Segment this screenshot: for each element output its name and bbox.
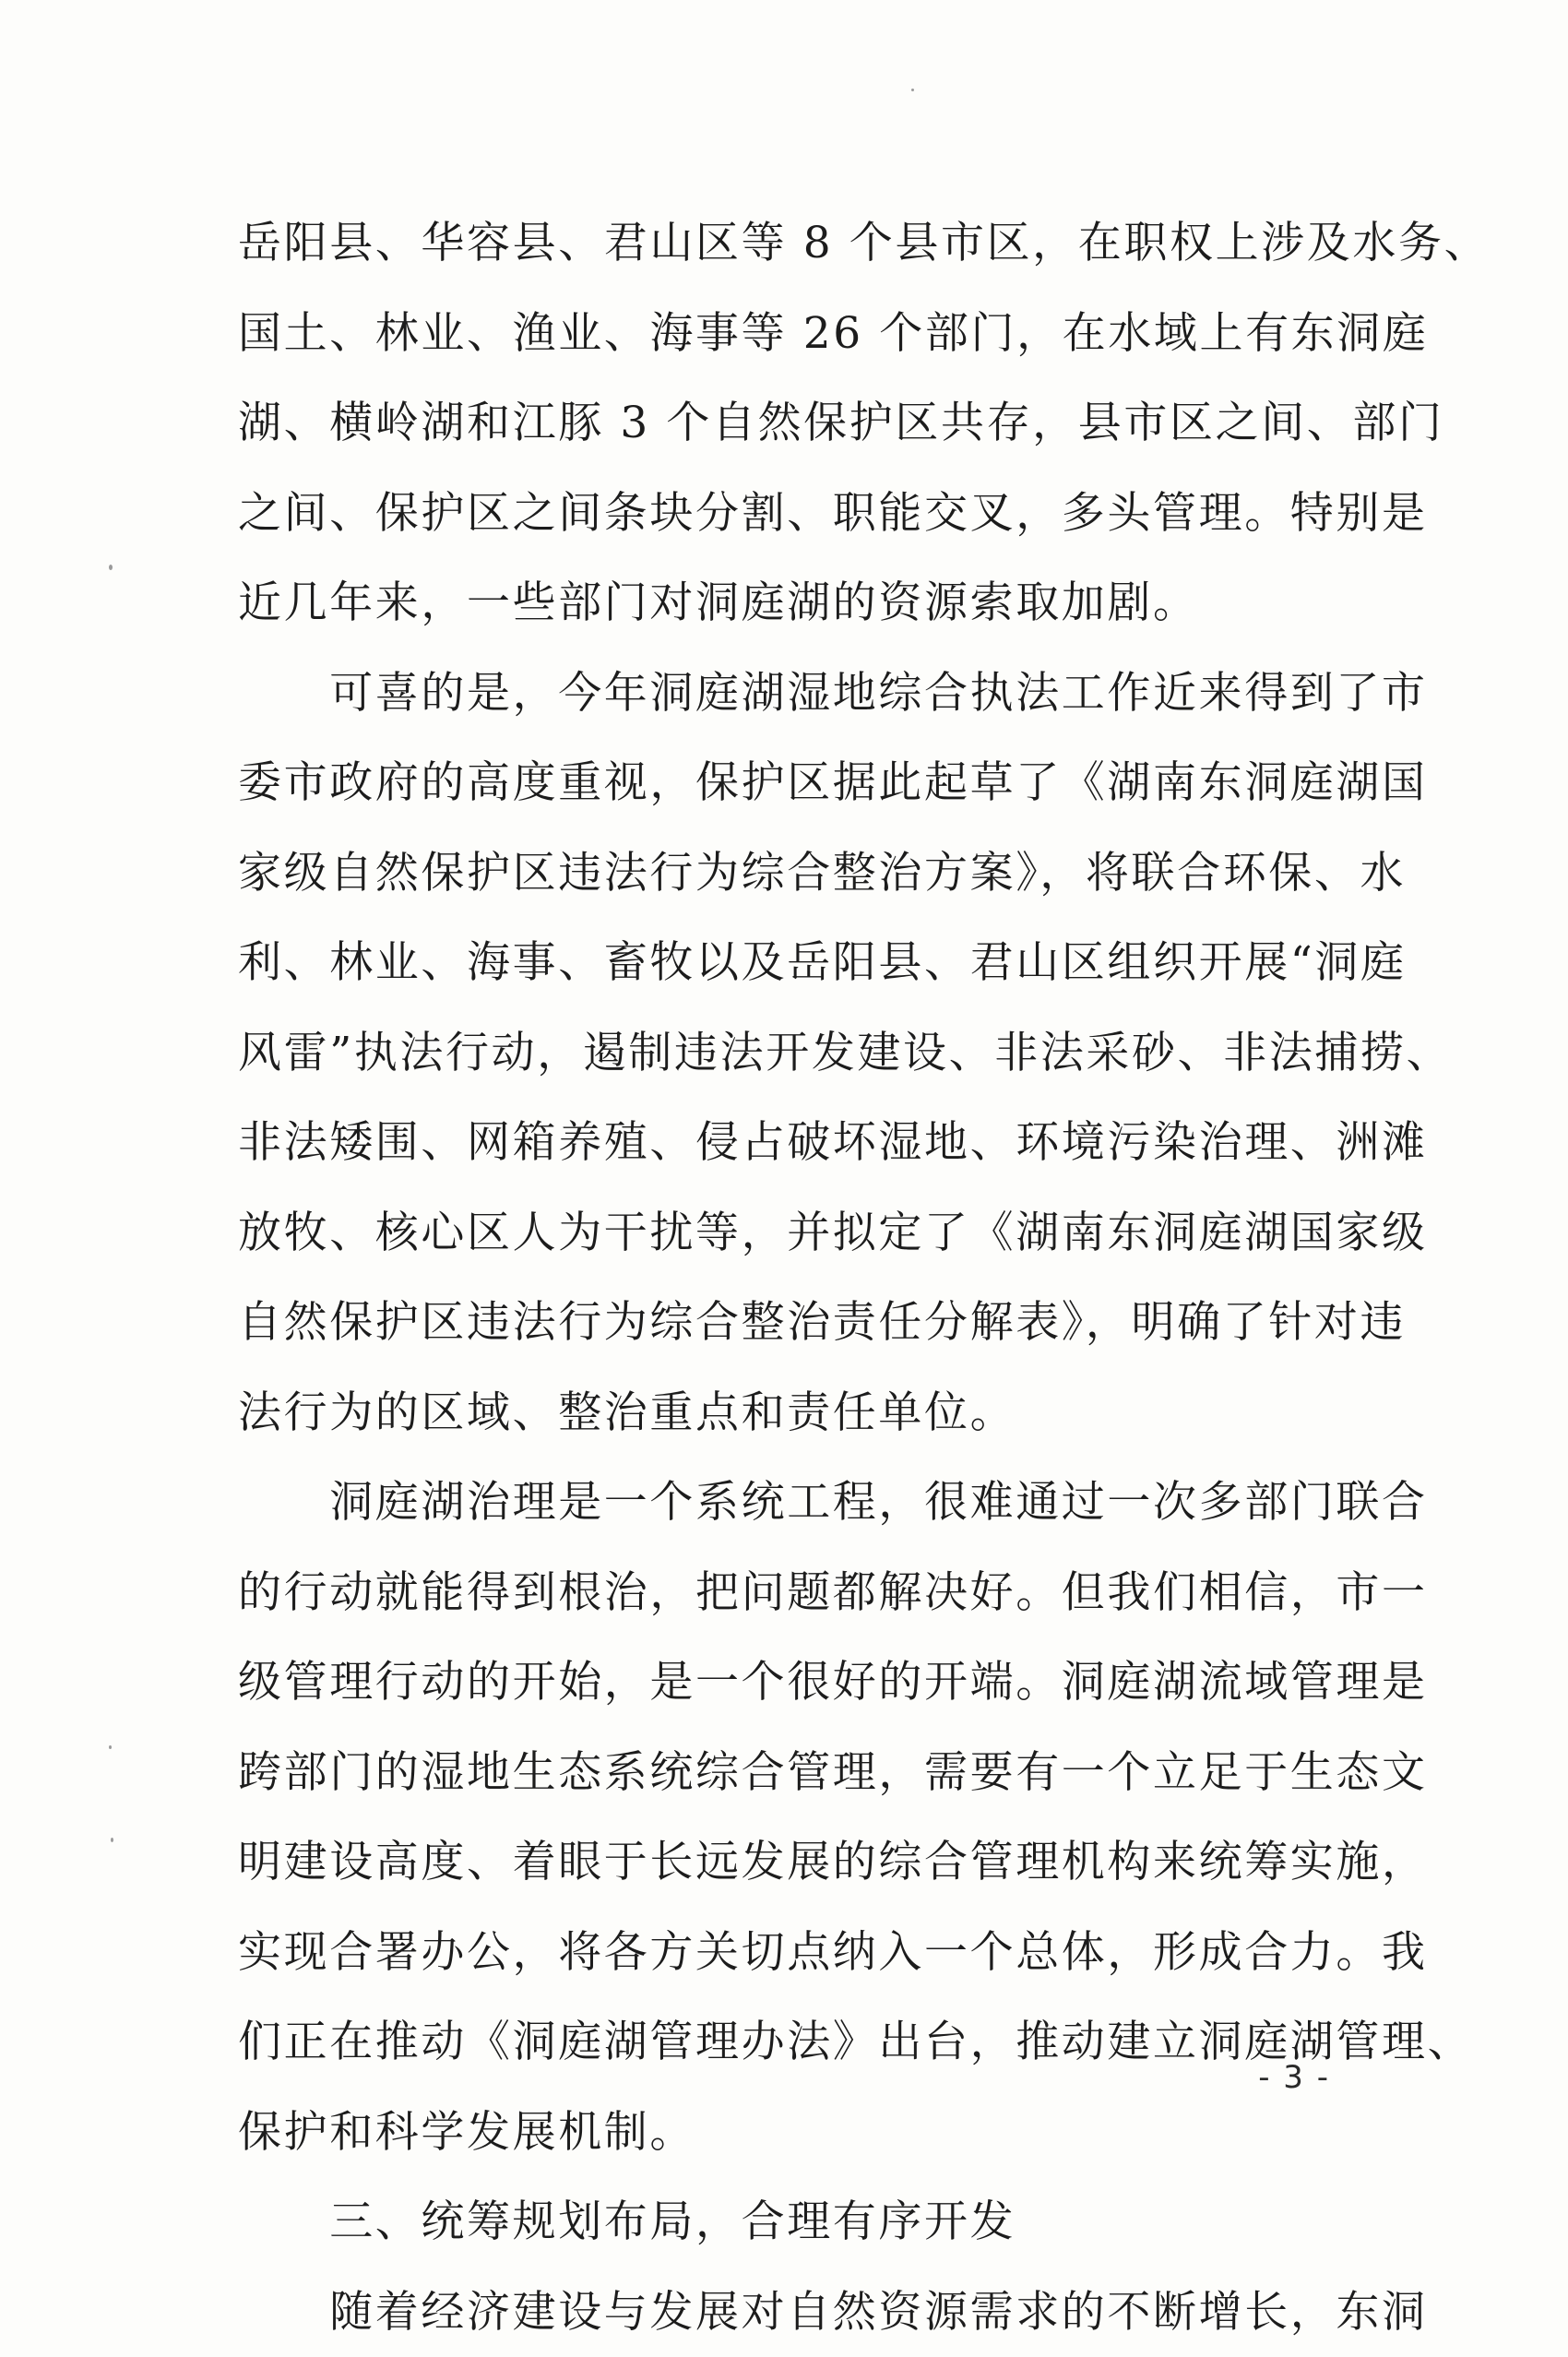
text-line: 家级自然保护区违法行为综合整治方案》，将联合环保、水 bbox=[238, 828, 1315, 919]
text-line: 的行动就能得到根治，把问题都解决好。但我们相信，市一 bbox=[238, 1548, 1315, 1638]
text-line: 实现合署办公，将各方关切点纳入一个总体，形成合力。我 bbox=[238, 1908, 1315, 1998]
scan-speck bbox=[111, 1838, 113, 1842]
section-heading: 三、统筹规划布局，合理有序开发 bbox=[238, 2177, 1315, 2268]
text-line: 利、林业、海事、畜牧以及岳阳县、君山区组织开展“洞庭 bbox=[238, 918, 1315, 1008]
text-line: 湖、横岭湖和江豚 3 个自然保护区共存，县市区之间、部门 bbox=[238, 378, 1315, 469]
text-line: 们正在推动《洞庭湖管理办法》出台，推动建立洞庭湖管理、 bbox=[238, 1997, 1315, 2088]
text-line: 放牧、核心区人为干扰等，并拟定了《湖南东洞庭湖国家级 bbox=[238, 1188, 1315, 1279]
text-line: 明建设高度、着眼于长远发展的综合管理机构来统筹实施， bbox=[238, 1817, 1315, 1908]
page-number: - 3 - bbox=[1258, 2059, 1330, 2096]
text-line: 法行为的区域、整治重点和责任单位。 bbox=[238, 1368, 1315, 1458]
text-line: 风雷”执法行动，遏制违法开发建设、非法采砂、非法捕捞、 bbox=[238, 1008, 1315, 1099]
text-line: 非法矮围、网箱养殖、侵占破坏湿地、环境污染治理、洲滩 bbox=[238, 1098, 1315, 1188]
text-line: 国土、林业、渔业、海事等 26 个部门，在水域上有东洞庭 bbox=[238, 289, 1315, 379]
text-line: 跨部门的湿地生态系统综合管理，需要有一个立足于生态文 bbox=[238, 1728, 1315, 1818]
body-text bbox=[238, 198, 1315, 2357]
text-line: 可喜的是，今年洞庭湖湿地综合执法工作近来得到了市 bbox=[238, 649, 1315, 739]
scan-speck bbox=[911, 89, 914, 91]
text-line: 保护和科学发展机制。 bbox=[238, 2088, 1315, 2178]
text-line: 委市政府的高度重视，保护区据此起草了《湖南东洞庭湖国 bbox=[238, 738, 1315, 828]
scan-speck bbox=[109, 1745, 112, 1749]
scan-speck bbox=[109, 565, 113, 570]
text-line: 自然保护区违法行为综合整治责任分解表》，明确了针对违 bbox=[238, 1278, 1315, 1368]
text-line: 之间、保护区之间条块分割、职能交叉，多头管理。特别是 bbox=[238, 469, 1315, 559]
text-line: 岳阳县、华容县、君山区等 8 个县市区，在职权上涉及水务、 bbox=[238, 198, 1315, 289]
text-line: 级管理行动的开始，是一个很好的开端。洞庭湖流域管理是 bbox=[238, 1637, 1315, 1728]
text-line: 洞庭湖治理是一个系统工程，很难通过一次多部门联合 bbox=[238, 1458, 1315, 1548]
text-line: 近几年来，一些部门对洞庭湖的资源索取加剧。 bbox=[238, 558, 1315, 649]
text-line: 随着经济建设与发展对自然资源需求的不断增长，东洞 bbox=[238, 2268, 1315, 2357]
